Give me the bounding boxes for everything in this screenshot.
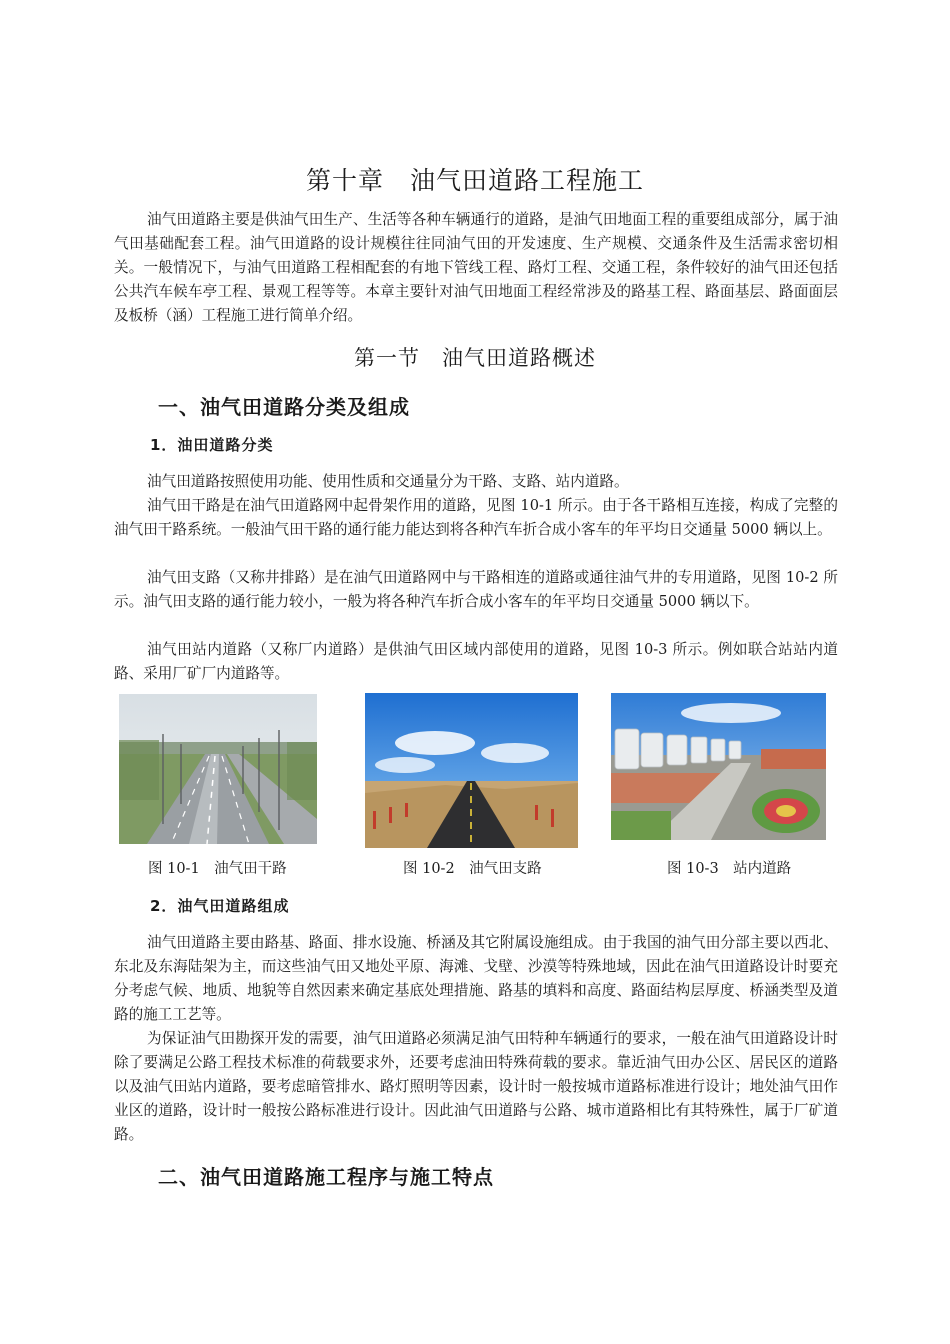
section-title: 第一节 油气田道路概述 (354, 346, 596, 370)
figure-caption-10-3: 图 10-3 站内道路 (667, 861, 792, 877)
heading-classification-composition: 一、油气田道路分类及组成 (158, 395, 410, 419)
figure-caption-10-2: 图 10-2 油气田支路 (403, 861, 542, 877)
chapter-title: 第十章 油气田道路工程施工 (305, 166, 644, 195)
paragraph-station-road: 油气田站内道路（又称厂内道路）是供油气田区域内部使用的道路，见图 10-3 所示。例如联合站站内道路、采用厂矿厂内道路等。 (114, 641, 838, 682)
paragraph-trunk-road: 油气田干路是在油气田道路网中起骨架作用的道路，见图 10-1 所示。由于各干路相互连接，构成了完整的油气田干路系统。一般油气田干路的通行能力能达到将各种汽车折合成小客车的年平均日交通量 5000 辆以上。 (114, 497, 838, 538)
figure-caption-10-1: 图 10-1 油气田干路 (148, 861, 287, 877)
heading-construction-procedure: 二、油气田道路施工程序与施工特点 (158, 1165, 494, 1189)
intro-paragraph: 油气田道路主要是供油气田生产、生活等各种车辆通行的道路，是油气田地面工程的重要组成部分，属于油气田基础配套工程。油气田道路的设计规模往往同油气田的开发速度、生产规模、交通条件及生活需求密切相关。一般情况下，与油气田道路工程相配套的有地下管线工程、路灯工程、交通工程，条件较好的油气田还包括公共汽车候车亭工程、景观工程等等。本章主要针对油气田地面工程经常涉及的路基工程、路面基层、路面面层及板桥（涵）工程施工进行简单介绍。 (114, 211, 838, 324)
subheading-road-classification: 1．油田道路分类 (150, 436, 274, 454)
figure-branch-road-image (365, 693, 578, 848)
figure-trunk-road-image (119, 694, 317, 844)
subheading-road-composition: 2．油气田道路组成 (150, 897, 290, 915)
paragraph-road-composition: 油气田道路主要由路基、路面、排水设施、桥涵及其它附属设施组成。由于我国的油气田分部主要以西北、东北及东海陆架为主，而这些油气田又地处平原、海滩、戈壁、沙漠等特殊地域，因此在油气田道路设计时要充分考虑气候、地质、地貌等自然因素来确定基底处理措施、路基的填料和高度、路面结构层厚度、桥涵类型及道路的施工工艺等。 (114, 934, 838, 1023)
paragraph-branch-road: 油气田支路（又称井排路）是在油气田道路网中与干路相连的道路或通往油气井的专用道路，见图 10-2 所示。油气田支路的通行能力较小，一般为将各种汽车折合成小客车的年平均日交通量 5000 辆以下。 (114, 569, 838, 610)
paragraph-classification: 油气田道路按照使用功能、使用性质和交通量分为干路、支路、站内道路。 (147, 473, 629, 490)
paragraph-design-requirements: 为保证油气田勘探开发的需要，油气田道路必须满足油气田特种车辆通行的要求，一般在油气田道路设计时除了要满足公路工程技术标准的荷载要求外，还要考虑油田特殊荷载的要求。靠近油气田办公区、居民区的道路以及油气田站内道路，要考虑暗管排水、路灯照明等因素，设计时一般按城市道路标准进行设计；地处油气田作业区的道路，设计时一般按公路标准进行设计。因此油气田道路与公路、城市道路相比有其特殊性，属于厂矿道路。 (114, 1030, 838, 1143)
figure-station-road-image (611, 693, 826, 840)
